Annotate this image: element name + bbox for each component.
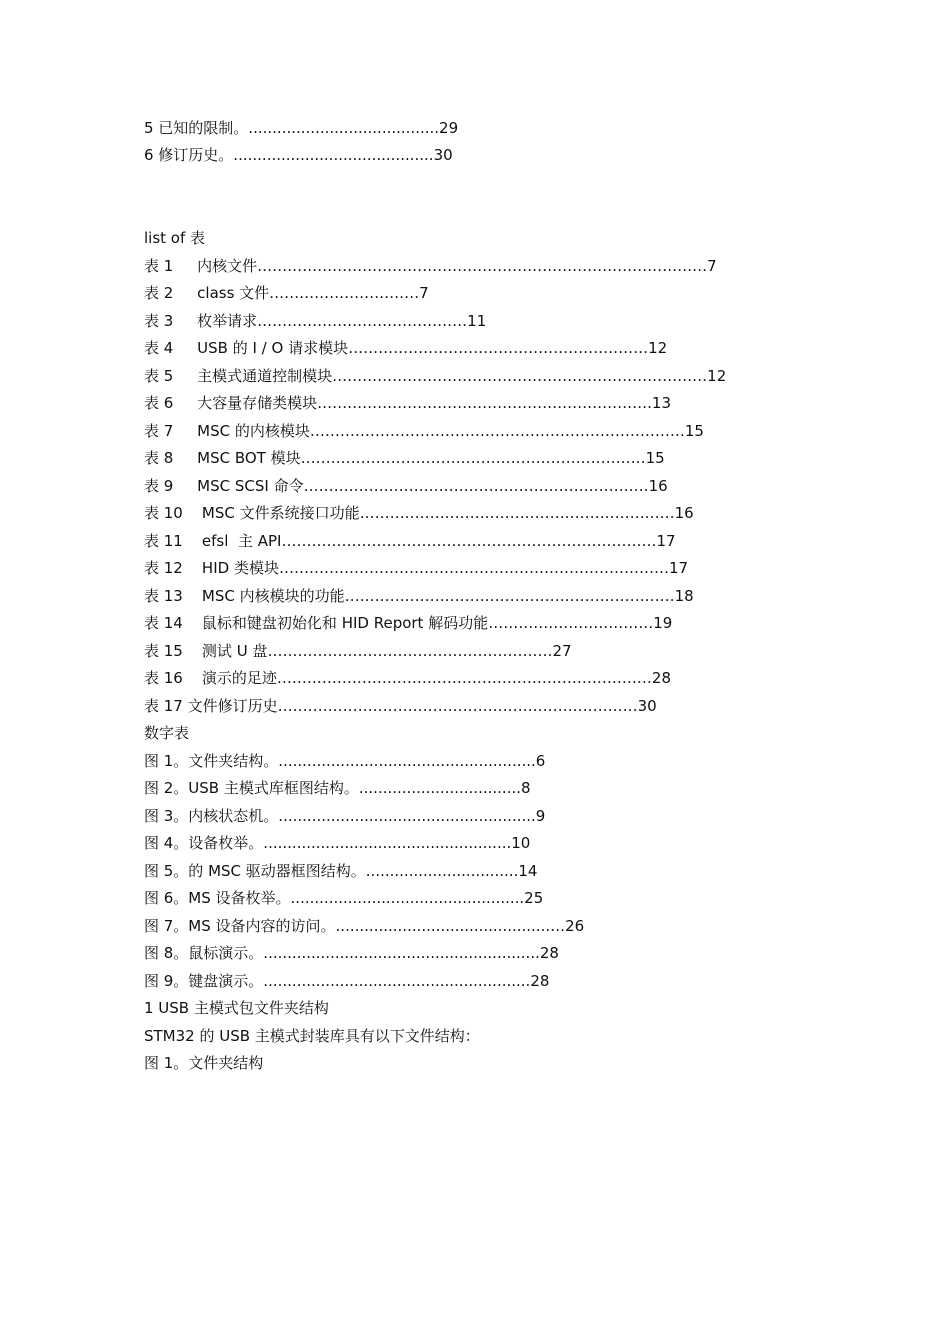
figure-list-entry: 图 1。文件夹结构。......................................................6: [144, 752, 546, 770]
figure-caption: 图 1。文件夹结构: [144, 1054, 264, 1072]
section-body: STM32 的 USB 主模式封装库具有以下文件结构：: [144, 1027, 480, 1045]
toc-entry: 6 修订历史。..........................................30: [144, 146, 453, 164]
figure-list-entry: 图 6。MS 设备枚举。.................................................25: [144, 889, 544, 907]
table-list-entry: 表 14 鼠标和键盘初始化和 HID Report 解码功能……………………………19: [144, 614, 673, 632]
list-of-figures-heading: 数字表: [144, 724, 190, 742]
table-list-entry: 表 8 MSC BOT 模块……………………………………………………………15: [144, 449, 665, 467]
table-list-entry: 表 9 MSC SCSI 命令……………………………………………………………16: [144, 477, 668, 495]
toc-entry: 5 已知的限制。........................................29: [144, 119, 459, 137]
figure-list-entry: 图 4。设备枚举。....................................................10: [144, 834, 531, 852]
figure-list-entry: 图 7。MS 设备内容的访问。.............................................…26: [144, 917, 585, 935]
figure-list-entry: 图 2。USB 主模式库框图结构。..................................8: [144, 779, 531, 797]
figure-list-entry: 图 3。内核状态机。......................................................9: [144, 807, 546, 825]
table-list-entry: 表 3 枚举请求……………………………………11: [144, 312, 487, 330]
table-list-entry: 表 13 MSC 内核模块的功能…………………………………………………………18: [144, 587, 694, 605]
table-list-entry: 表 4 USB 的 I / O 请求模块……………………………………………………12: [144, 339, 668, 357]
table-list-entry: 表 10 MSC 文件系统接口功能………………………………………………………16: [144, 504, 694, 522]
table-list-entry: 表 15 测试 U 盘…………………………………………………27: [144, 642, 572, 660]
table-list-entry: 表 7 MSC 的内核模块…………………………………………………………………15: [144, 422, 704, 440]
table-list-entry: 表 5 主模式通道控制模块…………………………………………………………………12: [144, 367, 727, 385]
table-list-entry: 表 6 大容量存储类模块………………………………………………………….13: [144, 394, 672, 412]
table-list-entry: 表 11 efsl 主 API…………………………………………………………………17: [144, 532, 676, 550]
figure-list-entry: 图 9。键盘演示。........................................................28: [144, 972, 550, 990]
table-list-entry: 表 1 内核文件………………………………………………………………………………7: [144, 257, 717, 275]
table-list-entry: 表 2 class 文件…………………………7: [144, 284, 429, 302]
figure-list-entry: 图 5。的 MSC 驱动器框图结构。................................14: [144, 862, 538, 880]
list-of-tables-heading: list of 表: [144, 229, 206, 247]
table-list-entry: 表 16 演示的足迹…………………………………………………………………28: [144, 669, 672, 687]
table-list-entry: 表 17 文件修订历史………………………………………………………………30: [144, 697, 657, 715]
section-title: 1 USB 主模式包文件夹结构: [144, 999, 329, 1017]
figure-list-entry: 图 8。鼠标演示。..........................................................28: [144, 944, 559, 962]
table-list-entry: 表 12 HID 类模块……………………………………………………………………17: [144, 559, 689, 577]
